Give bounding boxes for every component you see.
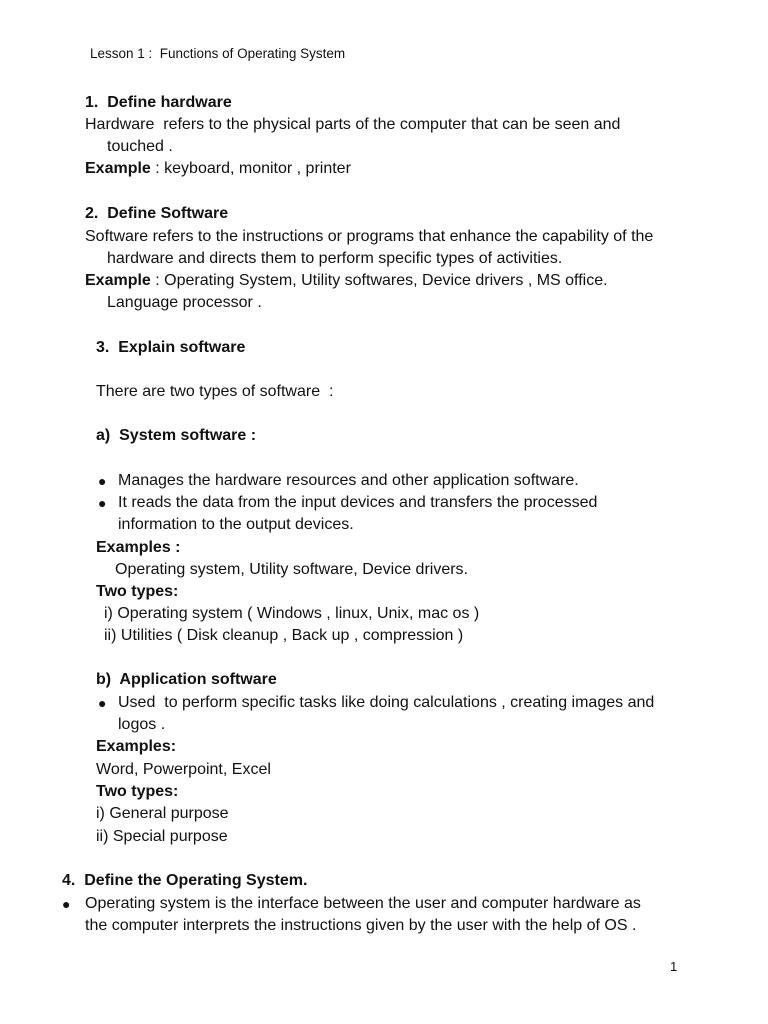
bullet-dot: ● (98, 495, 107, 511)
bullet-dot: ● (98, 473, 107, 489)
q4-bullet1-line1: Operating system is the interface between the user and computer hardware as (85, 895, 641, 912)
q2-text-line3: Language processor . (107, 294, 262, 311)
q3-b-examples-text: Word, Powerpoint, Excel (96, 761, 271, 778)
q1-example-text: : keyboard, monitor , printer (150, 160, 351, 177)
q3-b-title: b) Application software (96, 671, 277, 688)
page-header: Lesson 1 : Functions of Operating System (90, 46, 346, 61)
q1-example-label: Example (85, 160, 151, 177)
q3-b-type1: i) General purpose (96, 805, 229, 822)
q3-b-examples-label: Examples: (96, 738, 177, 755)
q1-text-line2: touched . (107, 138, 173, 155)
q3-title: 3. Explain software (96, 339, 246, 356)
bullet-dot: ● (62, 896, 71, 912)
q4-title: 4. Define the Operating System. (62, 872, 308, 889)
q1-example (85, 158, 351, 180)
q3-b-type2: ii) Special purpose (96, 828, 228, 845)
q3-b-bullet1-line2: logos . (118, 716, 166, 733)
q2-title: 2. Define Software (85, 205, 229, 222)
page-number: 1 (670, 959, 678, 974)
q4-bullet1-line2: the computer interprets the instructions given by the user with the help of OS . (85, 917, 637, 934)
bullet-dot: ● (98, 695, 107, 711)
q3-a-bullet2-line1: It reads the data from the input devices and transfers the processed (118, 494, 598, 511)
q3-a-title: a) System software : (96, 427, 257, 444)
q2-text-line2: hardware and directs them to perform specific types of activities. (107, 250, 563, 267)
q3-a-examples-label: Examples : (96, 539, 181, 556)
q3-b-types-label: Two types: (96, 783, 179, 800)
q3-a-examples-text: Operating system, Utility software, Device drivers. (115, 561, 468, 578)
q3-b-bullet1-line1: Used to perform specific tasks like doing calculations , creating images and (118, 694, 655, 711)
q2-example (85, 270, 608, 292)
q3-a-type1: i) Operating system ( Windows , linux, Unix, mac os ) (104, 605, 480, 622)
q2-text-line1: Software refers to the instructions or programs that enhance the capability of the (85, 228, 654, 245)
q2-example-text: : Operating System, Utility softwares, Device drivers , MS office. (150, 272, 608, 289)
q3-a-types-label: Two types: (96, 583, 179, 600)
q1-text-line1: Hardware refers to the physical parts of the computer that can be seen and (85, 116, 621, 133)
q3-intro: There are two types of software : (96, 383, 334, 400)
q2-example-label: Example (85, 272, 151, 289)
q3-a-bullet2-line2: information to the output devices. (118, 516, 354, 533)
q1-title: 1. Define hardware (85, 94, 232, 111)
q3-a-type2: ii) Utilities ( Disk cleanup , Back up , compression ) (104, 627, 464, 644)
q3-a-bullet1: Manages the hardware resources and other application software. (118, 472, 579, 489)
